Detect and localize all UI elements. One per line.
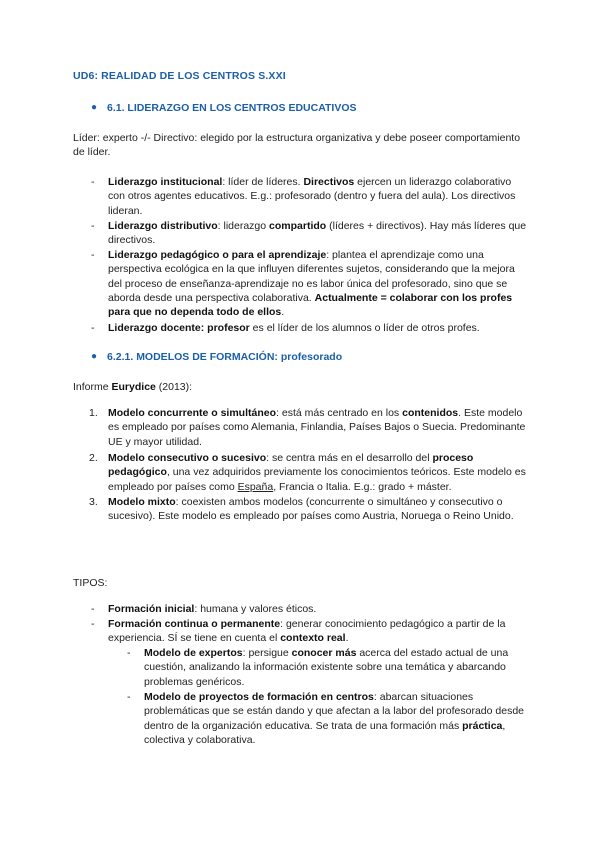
text: . Este modelo es empleado por países como Alemania, Finlandia, Países Bajos o Suecia. Predominante UE y mayor utilidad.: [108, 407, 526, 448]
sub-list-item: [127, 690, 529, 747]
term: Modelo mixto: [108, 496, 176, 508]
list-item: [91, 602, 528, 616]
document-title: UD6: REALIDAD DE LOS CENTROS S.XXI: [73, 70, 286, 82]
text: acerca del estado actual de una cuestión, analizando la información existente sobre una temática y abarcando problemas genéricos.: [144, 647, 509, 688]
text: : líder de líderes.: [222, 176, 304, 188]
term: Formación inicial: [108, 603, 195, 615]
term: Actualmente = colaborar con los profes para que no dependa todo de ellos: [108, 291, 513, 319]
term: Modelo consecutivo o sucesivo: [108, 452, 267, 464]
section-heading-liderazgo: [91, 101, 357, 115]
sub-list-item: [127, 646, 529, 689]
bullet-icon: ●: [91, 102, 98, 113]
term: Liderazgo pedagógico o para el aprendizaje: [108, 249, 327, 261]
list-number: 3.: [89, 496, 98, 508]
bullet-icon: ●: [91, 351, 98, 362]
term: Modelo de expertos: [144, 647, 243, 659]
term: práctica: [462, 719, 503, 732]
list-number: 2.: [89, 452, 98, 464]
text: : humana y valores éticos.: [194, 603, 317, 615]
term: Modelo de proyectos de formación en centros: [144, 691, 374, 703]
dash-marker: -: [91, 322, 95, 334]
term: conocer más: [291, 647, 357, 659]
list-item: [89, 406, 533, 449]
text: , una vez adquiridos previamente los conocimientos teóricos. Este modelo es empleado por países como: [108, 466, 526, 493]
text: es el líder de los alumnos o líder de otros profes.: [249, 322, 480, 334]
text: : se centra más en el desarrollo del: [266, 452, 433, 464]
list-item: [91, 248, 528, 319]
dash-marker: -: [91, 249, 95, 261]
term: Liderazgo distributivo: [108, 220, 218, 232]
text: : generar conocimiento pedagógico a partir de la experiencia. SÍ se tiene en cuenta el: [108, 618, 506, 645]
underlined-text: España: [237, 480, 274, 493]
term: contexto real: [280, 632, 346, 645]
term: Directivos: [303, 176, 355, 188]
list-item: [89, 451, 533, 494]
term: contenidos: [402, 407, 459, 419]
text: , Francia o Italia. E.g.: grado + máster.: [273, 480, 452, 493]
dash-marker: -: [91, 220, 95, 232]
term: Liderazgo institucional: [108, 176, 223, 188]
term: Liderazgo docente: profesor: [108, 322, 250, 334]
section-heading-modelos: [91, 350, 343, 364]
text: , colectiva y colaborativa.: [144, 719, 506, 746]
text: (líderes + directivos). Hay más líderes que directivos.: [108, 220, 527, 247]
text: .: [281, 306, 285, 319]
text: ejercen un liderazgo colaborativo con otros agentes educativos. E.g.: profesorado (dentro y fuera del aula). Los directivos lideran.: [108, 176, 516, 217]
list-number: 1.: [89, 407, 98, 419]
dash-marker: -: [91, 618, 95, 630]
term: Modelo concurrente o simultáneo: [108, 407, 277, 419]
text: : persigue: [242, 647, 292, 659]
term: Eurydice: [111, 381, 156, 393]
list-item: [91, 321, 528, 335]
dash-marker: -: [127, 691, 131, 703]
section-heading-text: 6.1. LIDERAZGO EN LOS CENTROS EDUCATIVOS: [107, 102, 357, 114]
dash-marker: -: [127, 647, 131, 659]
text: : liderazgo: [217, 220, 270, 232]
term: compartido: [269, 220, 327, 232]
text: : abarcan situaciones problemáticas que se están dando y que afectan a la labor del profesorado desde dentro de la organización educativa. Se trata de una formación más: [144, 691, 525, 732]
text: : coexisten ambos modelos (concurrente o simultáneo y consecutivo o sucesivo). Este modelo es empleado por países como Austria, Noruega o Reino Unido.: [108, 496, 514, 523]
dash-marker: -: [91, 603, 95, 615]
section-intro: [73, 380, 533, 394]
section-heading-text: 6.2.1. MODELOS DE FORMACIÓN: profesorado: [107, 351, 343, 363]
section-intro: Líder: experto -/- Directivo: elegido por la estructura organizativa y debe poseer comportamiento de líder.: [73, 132, 521, 159]
tipos-label: TIPOS:: [73, 577, 108, 589]
text: (2013):: [155, 381, 193, 393]
text: : está más centrado en los: [276, 407, 403, 419]
list-item: [91, 175, 528, 218]
list-item: [91, 219, 528, 248]
text: .: [345, 632, 349, 645]
dash-marker: -: [91, 176, 95, 188]
term: proceso pedagógico: [108, 452, 474, 479]
list-item: [89, 495, 533, 524]
text: Informe: [73, 381, 112, 393]
text: : plantea el aprendizaje como una perspectiva ecológica en la que influyen diferentes sujetos, considerando que la mejora del proceso de enseñanza-aprendizaje no es labor única del profesorado, sino que se aborda desde una perspectiva colaborativa.: [108, 249, 515, 304]
list-item: [91, 617, 528, 646]
term: Formación continua o permanente: [108, 618, 281, 630]
